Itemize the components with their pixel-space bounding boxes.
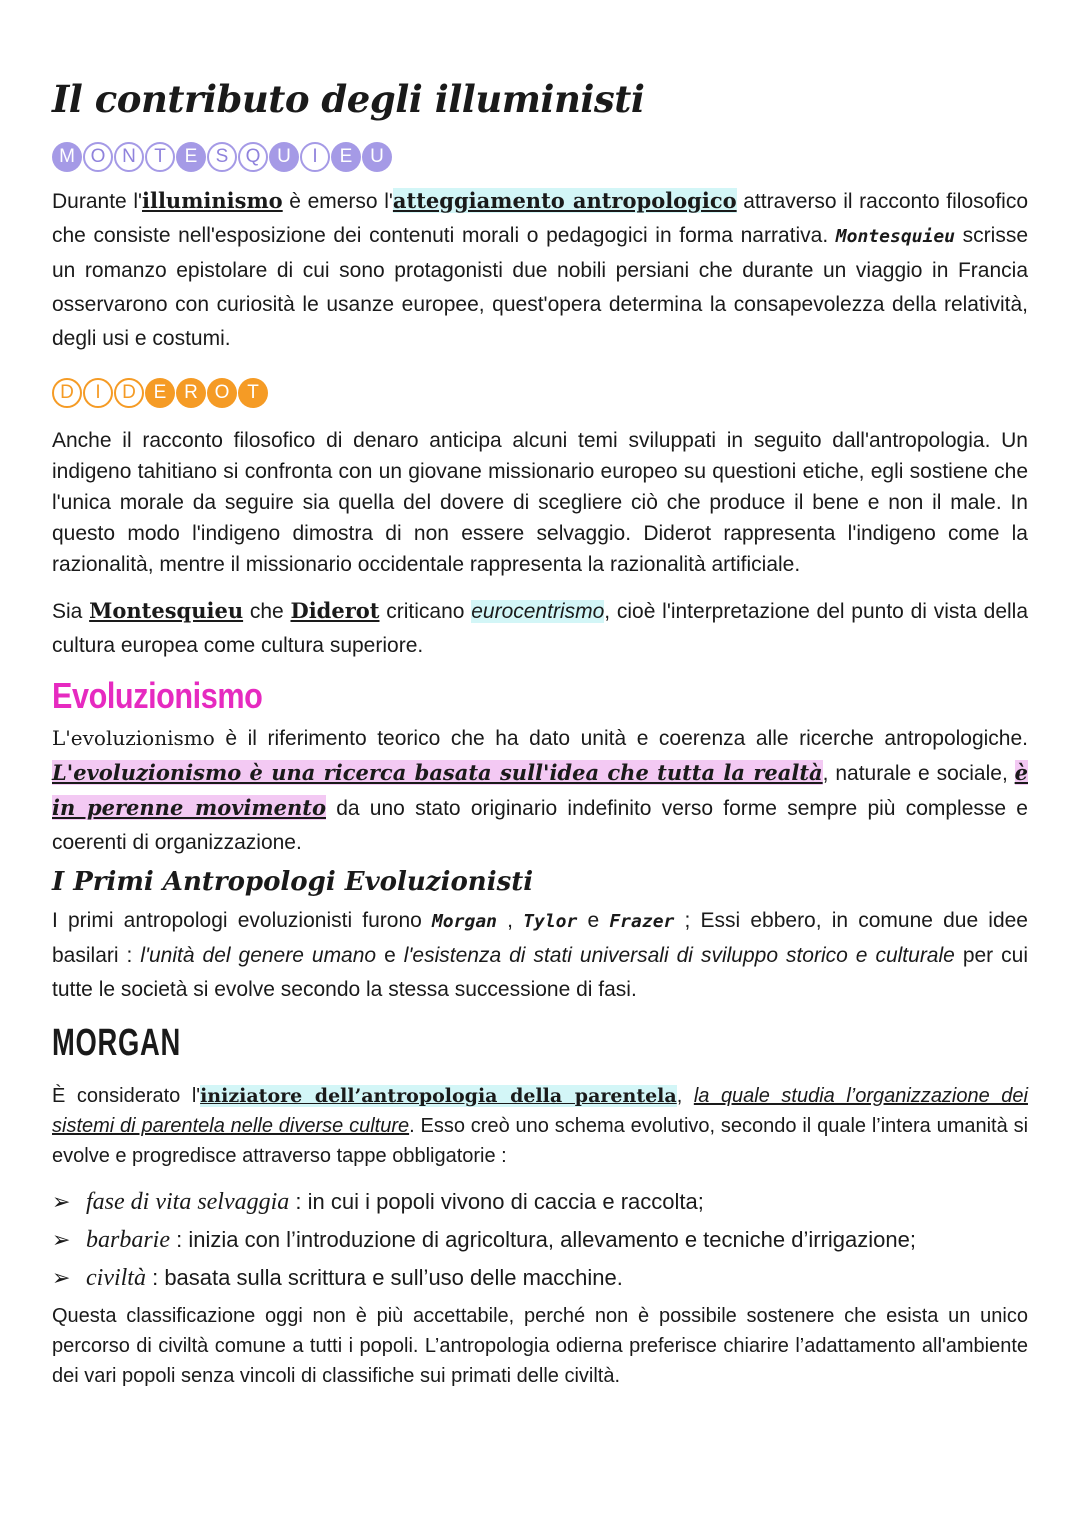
arrow-bullet-icon: ➢ <box>52 1227 71 1252</box>
primi-antropologi-paragraph: I primi antropologi evoluzionisti furono Morgan , Tylor e Frazer ; Essi ebbero, in comune due idee basilari : l'unità del genere umano e l'esistenza di stati universali di sviluppo storico e culturale per cui tutte le società si evolve secondo la stessa successione di fasi. <box>52 909 1028 1001</box>
letter-circle: U <box>362 142 392 172</box>
morgan-paragraph: È considerato l'iniziatore dell’antropologia della parentela, la quale studia l’organizzazione dei sistemi di parentela nelle diverse culture. Esso creò uno schema evolutivo, secondo il quale l’intera umanità si evolve e progredisce attraverso tappe obbligatorie : <box>52 1085 1029 1167</box>
name-diderot-bold: Diderot <box>290 598 380 623</box>
letter-circle: T <box>145 142 175 172</box>
morgan-heading: MORGAN <box>52 1022 181 1064</box>
term-atteggiamento-antropologico: atteggiamento antropologico <box>392 188 737 213</box>
letter-circle: O <box>207 378 237 408</box>
evoluzionismo-definition: L'evoluzionismo è una ricerca basata sull'idea che tutta la realtà <box>52 760 823 785</box>
letter-circle: U <box>269 142 299 172</box>
perenne-movimento: è in perenne movimento <box>52 760 1028 820</box>
name-morgan: Morgan <box>431 911 497 932</box>
name-montesquieu: Montesquieu <box>835 226 956 247</box>
letter-circle: D <box>114 378 144 408</box>
montesquieu-letter-circles <box>52 142 1028 174</box>
name-montesquieu-bold: Montesquieu <box>89 598 244 623</box>
letter-circle: E <box>145 378 175 408</box>
letter-circle: E <box>176 142 206 172</box>
arrow-bullet-icon: ➢ <box>52 1189 71 1214</box>
term-illuminismo: illuminismo <box>142 188 283 213</box>
classificazione-paragraph: Questa classificazione oggi non è più accettabile, perché non è possibile sostenere che esista un unico percorso di civiltà comune a tutti i popoli. L’antropologia odierna preferisce chiarire l’adattamento all'ambiente dei vari popoli senza vincoli di classifiche sui primati delle civiltà. <box>52 1305 1028 1387</box>
document-page <box>52 70 1028 1391</box>
name-frazer: Frazer <box>609 911 675 932</box>
letter-circle: E <box>331 142 361 172</box>
parentela-definition: la quale studia l’organizzazione dei sistemi di parentela nelle diverse culture <box>52 1085 1028 1137</box>
evoluzionismo-paragraph: L'evoluzionismo è il riferimento teorico che ha dato unità e coerenza alle ricerche antropologiche. L'evoluzionismo è una ricerca basata sull'idea che tutta la realtà, naturale e sociale, è in perenne movimento da uno stato originario indefinito verso forme sempre più complesse e coerenti di organizzazione. <box>52 726 1028 854</box>
letter-circle: O <box>83 142 113 172</box>
letter-circle: I <box>300 142 330 172</box>
montesquieu-paragraph: Durante l'illuminismo è emerso l'atteggiamento antropologico attraverso il racconto filosofico che consiste nell'esposizione dei contenuti morali o pedagogici in forma narrativa. Montesquieu scrisse un romanzo epistolare di cui sono protagonisti due nobili persiani che durante un viaggio in Francia osservarono con curiosità le usanze europee, quest'opera determina la consapevolezza della relatività, degli usi e costumi. <box>52 188 1028 350</box>
eurocentrismo-paragraph: Sia Montesquieu che Diderot criticano eurocentrismo, cioè l'interpretazione del punto di vista della cultura europea come cultura superiore. <box>52 598 1029 657</box>
letter-circle: N <box>114 142 144 172</box>
primi-antropologi-subheading: I Primi Antropologi Evoluzionisti <box>52 867 534 897</box>
letter-circle: T <box>238 378 268 408</box>
list-item: ➢ fase di vita selvaggia : in cui i popoli vivono di caccia e raccolta; <box>52 1183 1028 1221</box>
term-iniziatore-parentela: iniziatore dell’antropologia della parentela <box>200 1085 677 1107</box>
letter-circle: I <box>83 378 113 408</box>
letter-circle: M <box>52 142 82 172</box>
diderot-letter-circles <box>52 378 1028 410</box>
evoluzionismo-heading: Evoluzionismo <box>52 675 263 716</box>
letter-circle: R <box>176 378 206 408</box>
term-eurocentrismo: eurocentrismo <box>471 600 605 623</box>
letter-circle: D <box>52 378 82 408</box>
letter-circle: Q <box>238 142 268 172</box>
morgan-stages-list <box>52 1183 1028 1297</box>
list-item: ➢ barbarie : inizia con l’introduzione di agricoltura, allevamento e tecniche d’irrigazione; <box>52 1221 1028 1259</box>
diderot-paragraph: Anche il racconto filosofico di denaro anticipa alcuni temi sviluppati in seguito dall'antropologia. Un indigeno tahitiano si confronta con un giovane missionario europeo su questioni etiche, egli sostiene che l'unica morale da seguire sia quella del dovere di scegliere ciò che produce il bene e non il male. In questo modo l'indigeno dimostra di non essere selvaggio. Diderot rappresenta l'indigeno come la razionalità, mentre il missionario occidentale rappresenta la razionalità artificiale. <box>52 429 1028 576</box>
arrow-bullet-icon: ➢ <box>52 1265 71 1290</box>
letter-circle: S <box>207 142 237 172</box>
list-item: ➢ civiltà : basata sulla scrittura e sull’uso delle macchine. <box>52 1259 1028 1297</box>
name-tylor: Tylor <box>523 911 578 932</box>
page-title: Il contributo degli illuministi <box>52 77 645 121</box>
